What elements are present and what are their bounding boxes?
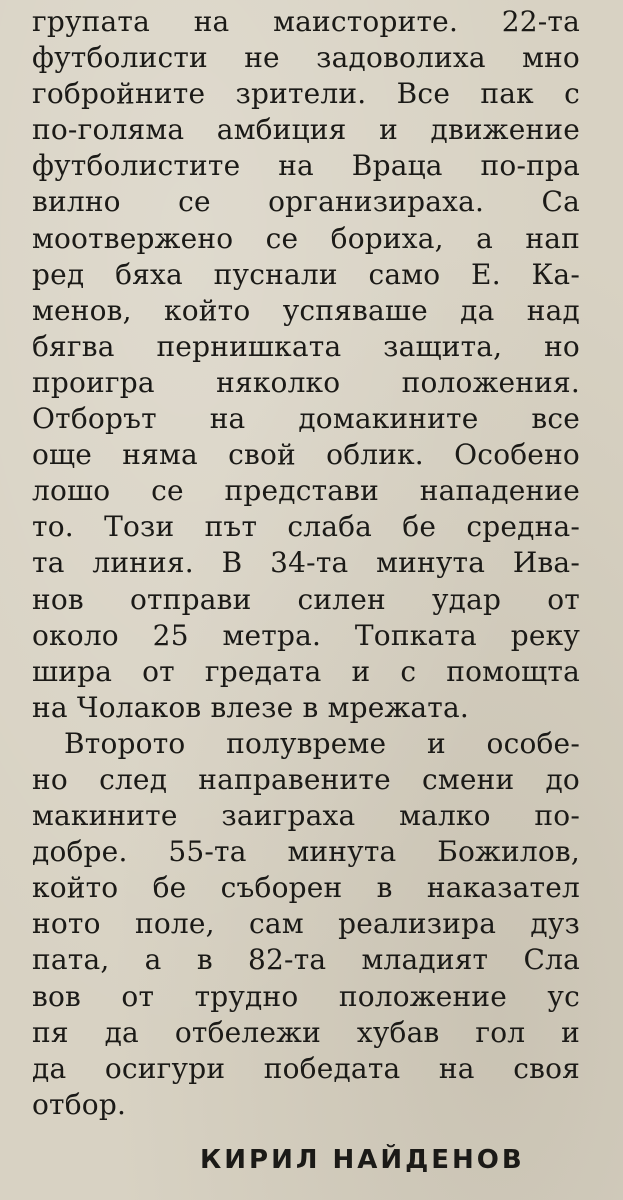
article-line: шира от гредата и с помощта xyxy=(32,654,580,688)
article-line: та линия. В 34-та минута Ива- xyxy=(32,546,580,580)
article-line: да осигури победата на своя xyxy=(32,1051,580,1085)
article-line: нов отправи силен удар от xyxy=(32,582,580,616)
article-line: то. Този път слаба бе средна- xyxy=(32,510,580,544)
article-line: пя да отбележи хубав гол и xyxy=(32,1015,580,1049)
article-line: добре. 55-та минута Божилов, xyxy=(32,835,580,869)
article-line: още няма свой облик. Особено xyxy=(32,438,580,472)
article-line: футболистите на Враца по-пра xyxy=(32,149,580,183)
article-line: лошо се представи нападение xyxy=(32,474,580,508)
article-line: ното поле, сам реализира дуз xyxy=(32,907,580,941)
article-line: около 25 метра. Топката реку xyxy=(32,618,580,652)
article-line: Второто полувреме и особе- xyxy=(64,726,580,760)
article-line: на Чолаков влезе в мрежата. xyxy=(32,690,469,724)
article-line: по-голяма амбиция и движение xyxy=(32,113,580,147)
article-line: ред бяха пуснали само Е. Ка- xyxy=(32,257,580,291)
article-body xyxy=(32,4,580,1123)
article-line: бягва пернишката защита, но xyxy=(32,329,580,363)
article-line: футболисти не задоволиха мно xyxy=(32,41,580,75)
article-line: който бе съборен в наказател xyxy=(32,871,580,905)
article-line: проигра няколко положения. xyxy=(32,365,580,399)
article-line: но след направените смени до xyxy=(32,762,580,796)
article-line: моотвержено се бориха, а нап xyxy=(32,221,580,255)
article-line: вов от трудно положение ус xyxy=(32,979,580,1013)
article-line: гобройните зрители. Все пак с xyxy=(32,77,580,111)
article-line: групата на маисторите. 22-та xyxy=(32,5,580,38)
article-line: макините заиграха малко по- xyxy=(32,799,580,833)
author-byline: КИРИЛ НАЙДЕНОВ xyxy=(200,1145,525,1175)
article-line: Отборът на домакините все xyxy=(32,402,580,436)
article-line: вилно се организираха. Са xyxy=(32,185,580,219)
article-line: менов, който успяваше да над xyxy=(32,293,580,327)
article-line: отбор. xyxy=(32,1087,127,1121)
article-line: пата, а в 82-та младият Сла xyxy=(32,943,580,977)
